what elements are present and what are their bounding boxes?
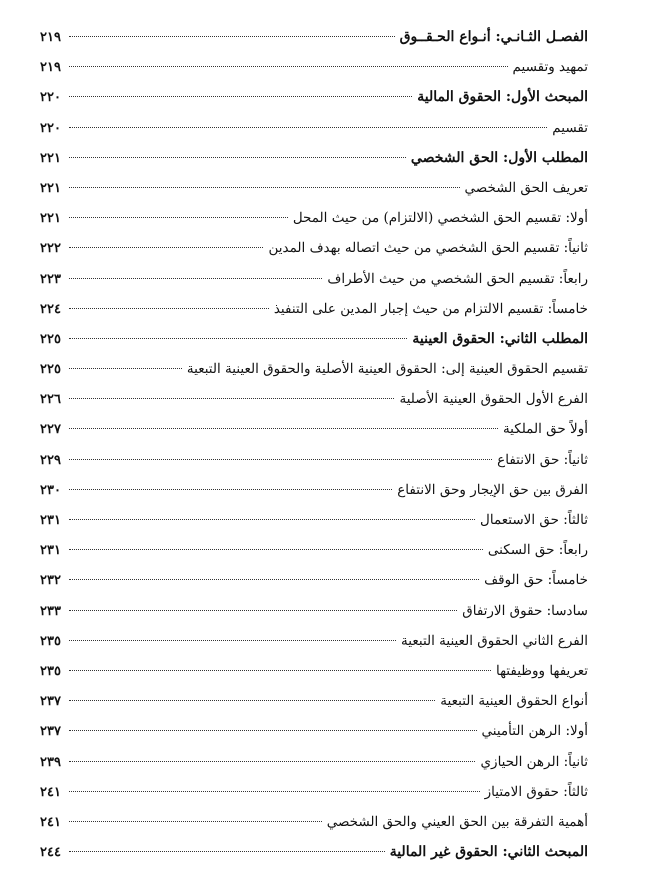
- toc-entry-title: أولا: تقسيم الحق الشخصي (الالتزام) من حيث المحل: [292, 210, 588, 227]
- toc-entry-page: ٢٣٧: [40, 694, 61, 710]
- toc-entry-title: أنواع الحقوق العينية التبعية: [440, 693, 588, 710]
- toc-entry-page: ٢٣١: [40, 513, 61, 528]
- toc-entry[interactable]: [40, 565, 588, 595]
- toc-entry-page: ٢٢٤: [40, 301, 61, 317]
- toc-entry[interactable]: [40, 384, 588, 414]
- toc-entry-page: ٢٣٩: [40, 754, 61, 770]
- leader-dots: [69, 670, 491, 671]
- toc-entry-page: ٢٤٤: [40, 845, 61, 861]
- toc-entry-title: خامساً: تقسيم الالتزام من حيث إجبار المدين على التنفيذ: [273, 300, 588, 317]
- toc-entry-page: ٢١٩: [40, 60, 61, 76]
- leader-dots: [69, 851, 385, 852]
- toc-entry-title: تقسيم: [552, 119, 588, 136]
- leader-dots: [69, 187, 460, 188]
- toc-entry-title: تعريفها ووظيفتها: [495, 662, 588, 679]
- toc-entry[interactable]: [40, 807, 588, 837]
- toc-entry-page: ٢٢٢: [40, 241, 61, 257]
- leader-dots: [69, 610, 457, 611]
- toc-entry-page: ٢٣٠: [40, 482, 61, 498]
- table-of-contents: [40, 22, 588, 867]
- leader-dots: [69, 157, 406, 158]
- toc-entry[interactable]: [40, 22, 588, 52]
- leader-dots: [69, 428, 498, 429]
- toc-entry-title: الفرع الثاني الحقوق العينية التبعية: [401, 632, 588, 649]
- toc-entry-title: ثانياً: حق الانتفاع: [497, 451, 588, 468]
- toc-entry-page: ٢٣٣: [40, 603, 61, 619]
- leader-dots: [69, 489, 392, 490]
- toc-entry[interactable]: [40, 414, 588, 444]
- toc-entry-title: المطلب الأول: الحق الشخصي: [410, 149, 588, 166]
- leader-dots: [69, 761, 475, 762]
- leader-dots: [69, 398, 394, 399]
- toc-entry-page: ٢٢٠: [40, 90, 61, 106]
- toc-entry-page: ٢٢١: [40, 211, 61, 227]
- leader-dots: [69, 549, 483, 550]
- toc-entry-page: ٢٢٠: [40, 120, 61, 136]
- leader-dots: [69, 368, 182, 369]
- leader-dots: [69, 791, 480, 792]
- leader-dots: [69, 730, 477, 731]
- toc-entry-title: المطلب الثاني: الحقوق العينية: [412, 330, 588, 347]
- toc-entry-page: ٢٣١: [40, 543, 61, 559]
- toc-entry-title: خامساً: حق الوقف: [484, 572, 588, 589]
- toc-entry-title: أولا: الرهن التأميني: [481, 723, 588, 740]
- leader-dots: [69, 579, 479, 580]
- toc-entry-page: ٢٣٥: [40, 633, 61, 649]
- toc-entry[interactable]: [40, 626, 588, 656]
- toc-entry[interactable]: [40, 294, 588, 324]
- toc-entry-title: سادسا: حقوق الارتفاق: [462, 602, 588, 619]
- toc-entry[interactable]: [40, 777, 588, 807]
- toc-entry[interactable]: [40, 747, 588, 777]
- toc-entry-title: ثانياً: تقسيم الحق الشخصي من حيث اتصاله بهدف المدين: [268, 240, 588, 257]
- toc-entry-page: ٢٢٦: [40, 392, 61, 408]
- leader-dots: [69, 217, 288, 218]
- toc-entry[interactable]: [40, 656, 588, 686]
- toc-entry[interactable]: [40, 354, 588, 384]
- toc-entry-title: ثالثاً: حقوق الامتياز: [484, 783, 588, 800]
- toc-entry-title: المبحث الأول: الحقوق المالية: [417, 89, 588, 106]
- toc-entry[interactable]: [40, 475, 588, 505]
- toc-entry-title: تقسيم الحقوق العينية إلى: الحقوق العينية الأصلية والحقوق العينية التبعية: [186, 361, 588, 378]
- leader-dots: [69, 821, 322, 822]
- toc-entry[interactable]: [40, 82, 588, 112]
- leader-dots: [69, 247, 263, 248]
- leader-dots: [69, 459, 492, 460]
- leader-dots: [69, 308, 269, 309]
- toc-entry-title: الفرع الأول الحقوق العينية الأصلية: [399, 391, 588, 408]
- toc-entry[interactable]: [40, 143, 588, 173]
- leader-dots: [69, 700, 435, 701]
- toc-entry[interactable]: [40, 716, 588, 746]
- toc-entry-page: ٢٤١: [40, 814, 61, 830]
- toc-entry-page: ٢٣٢: [40, 573, 61, 589]
- leader-dots: [69, 36, 395, 37]
- leader-dots: [69, 96, 412, 97]
- toc-entry-page: ٢٣٧: [40, 724, 61, 740]
- toc-entry-page: ٢٢٥: [40, 331, 61, 347]
- toc-entry-page: ٢٢٩: [40, 452, 61, 468]
- toc-entry[interactable]: [40, 264, 588, 294]
- toc-entry[interactable]: [40, 52, 588, 82]
- toc-entry[interactable]: [40, 837, 588, 867]
- toc-entry-title: رابعاً: تقسيم الحق الشخصي من حيث الأطراف: [327, 270, 588, 287]
- leader-dots: [69, 640, 396, 641]
- leader-dots: [69, 66, 508, 67]
- leader-dots: [69, 519, 475, 520]
- toc-entry-page: ٢٢١: [40, 150, 61, 166]
- toc-entry[interactable]: [40, 233, 588, 263]
- toc-entry-title: ثالثاً: حق الاستعمال: [480, 512, 588, 528]
- toc-entry-page: ٢١٩: [40, 30, 61, 45]
- toc-entry-page: ٢٢٥: [40, 362, 61, 378]
- toc-entry-page: ٢٣٥: [40, 663, 61, 679]
- toc-entry[interactable]: [40, 596, 588, 626]
- toc-entry-page: ٢٢٣: [40, 271, 61, 287]
- toc-entry-title: تمهيد وتقسيم: [512, 59, 588, 76]
- leader-dots: [69, 278, 322, 279]
- leader-dots: [69, 127, 547, 128]
- toc-entry[interactable]: [40, 445, 588, 475]
- toc-entry[interactable]: [40, 173, 588, 203]
- toc-entry-title: تعريف الحق الشخصي: [464, 179, 588, 196]
- leader-dots: [69, 338, 407, 339]
- toc-entry[interactable]: [40, 203, 588, 233]
- toc-entry[interactable]: [40, 535, 588, 565]
- toc-entry-title: أولاً حق الملكية: [502, 421, 588, 438]
- toc-entry[interactable]: [40, 324, 588, 354]
- toc-entry-title: ثانياً: الرهن الحيازي: [480, 753, 588, 770]
- toc-entry-title: الفرق بين حق الإيجار وحق الانتفاع: [397, 481, 588, 498]
- toc-entry-page: ٢٢١: [40, 180, 61, 196]
- toc-entry[interactable]: [40, 505, 588, 535]
- toc-entry[interactable]: [40, 113, 588, 143]
- toc-entry[interactable]: [40, 686, 588, 716]
- toc-entry-title: المبحث الثاني: الحقوق غير المالية: [389, 844, 588, 861]
- toc-entry-title: الفصـل الثـانـي: أنـواع الحـقــوق: [399, 29, 588, 45]
- toc-entry-title: أهمية التفرقة بين الحق العيني والحق الشخصي: [326, 813, 588, 830]
- toc-entry-page: ٢٢٧: [40, 422, 61, 438]
- toc-entry-page: ٢٤١: [40, 784, 61, 800]
- toc-entry-title: رابعاً: حق السكنى: [487, 542, 588, 559]
